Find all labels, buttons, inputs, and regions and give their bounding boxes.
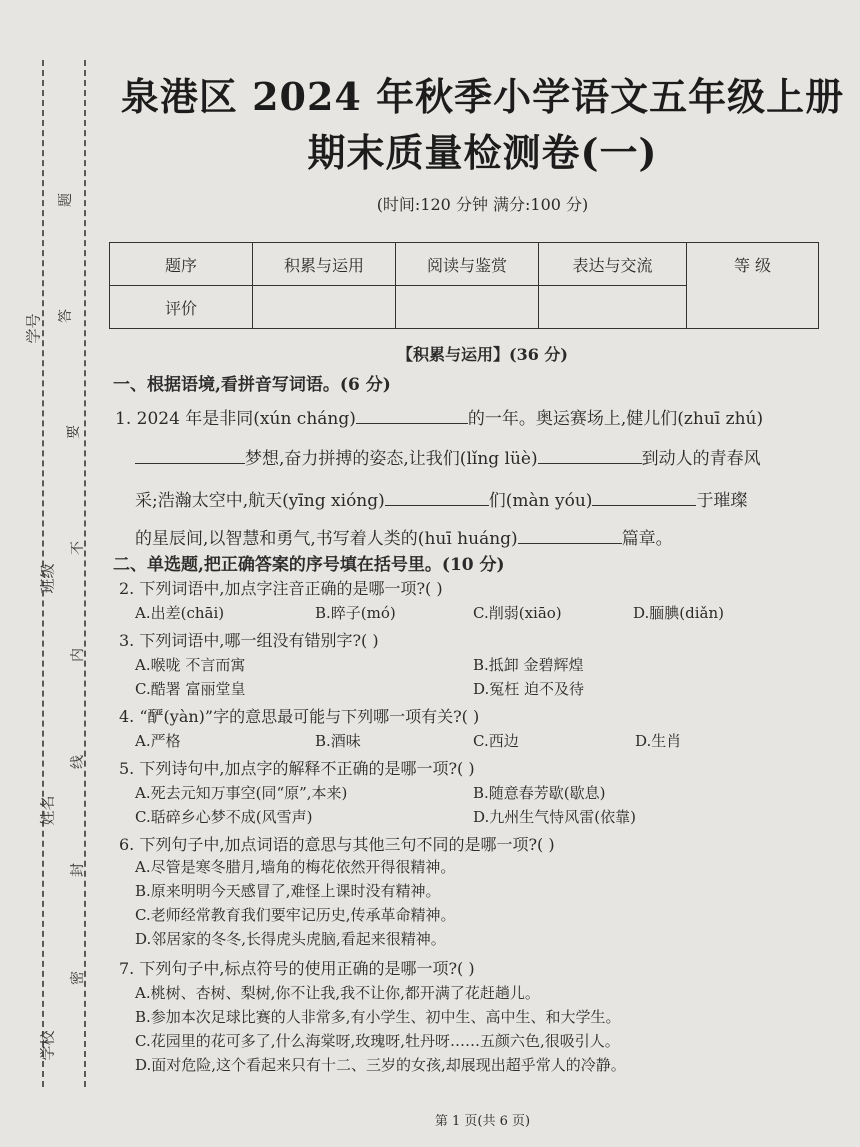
q1-text: 们(màn yóu) — [488, 491, 593, 511]
section-heading: 【积累与运用】(36 分) — [397, 345, 568, 364]
seal-char: 题 — [58, 193, 74, 207]
question-stem: 7. 下列句子中,标点符号的使用正确的是哪一项?( ) — [119, 959, 475, 978]
q1-line4 — [135, 524, 673, 549]
q1-line3 — [135, 486, 747, 511]
page-content — [105, 0, 860, 1147]
binding-dashed-line-inner — [84, 60, 86, 1087]
binding-margin — [0, 0, 105, 1147]
option[interactable]: C.聒碎乡心梦不成(风雪声) — [135, 808, 313, 826]
answer-blank[interactable] — [385, 487, 489, 506]
eval-cell-3[interactable] — [539, 286, 687, 329]
eval-cell-1[interactable] — [253, 286, 396, 329]
score-header-cell: 积累与运用 — [253, 243, 396, 286]
option[interactable]: A.出差(chāi) — [135, 604, 225, 622]
seal-char: 要 — [66, 425, 82, 439]
class-label: 班级 — [38, 563, 57, 594]
answer-blank[interactable] — [356, 405, 468, 424]
seal-char: 答 — [58, 309, 74, 323]
option[interactable]: A.死去元知万事空(同“原”,本来) — [135, 784, 348, 802]
seal-char: 内 — [70, 648, 86, 662]
option[interactable]: B.随意春芳歇(歇息) — [473, 784, 606, 802]
name-label: 姓名 — [38, 795, 57, 826]
q1-text: 的星辰间,以智慧和勇气,书写着人类的(huī huáng) — [135, 529, 518, 549]
q1-text: 梦想,奋力拼搏的姿态,让我们(lǐng lüè) — [245, 449, 538, 469]
q1-line2 — [135, 444, 761, 469]
eval-cell-2[interactable] — [396, 286, 539, 329]
q1-line1 — [115, 404, 763, 429]
school-label: 学校 — [38, 1030, 57, 1061]
seal-char: 封 — [70, 863, 86, 877]
student-id-label: 学号 — [24, 313, 43, 344]
option[interactable]: B.睟子(mó) — [315, 604, 396, 622]
page-footer: 第 1 页(共 6 页) — [434, 1114, 531, 1129]
option[interactable]: D.冤枉 迫不及待 — [473, 680, 585, 698]
seal-char: 不 — [70, 541, 86, 555]
option[interactable]: A.桃树、杏树、梨树,你不让我,我不让你,都开满了花赶趟儿。 — [135, 984, 540, 1002]
q1-text: 于璀璨 — [696, 491, 748, 511]
option[interactable]: C.削弱(xiāo) — [473, 604, 562, 622]
exam-title-line1: 泉港区 2024 年秋季小学语文五年级上册 — [120, 74, 845, 119]
answer-blank[interactable] — [592, 487, 696, 506]
eval-label-cell: 评价 — [110, 286, 253, 329]
score-table — [109, 242, 819, 329]
option[interactable]: C.酷署 富丽堂皇 — [135, 680, 246, 698]
score-header-cell: 题序 — [110, 243, 253, 286]
grade-cell[interactable]: 等 级 — [687, 243, 819, 329]
q1-text: 的一年。奥运赛场上,健儿们(zhuī zhú) — [467, 409, 764, 429]
option[interactable]: C.老师经常教育我们要牢记历史,传承革命精神。 — [135, 906, 456, 924]
option[interactable]: A.喉咙 不言而寓 — [135, 656, 246, 674]
option[interactable]: A.严格 — [135, 732, 181, 750]
score-table-header-row — [110, 243, 819, 286]
option[interactable]: C.西边 — [473, 732, 519, 750]
answer-blank[interactable] — [538, 445, 642, 464]
option[interactable]: D.面对危险,这个看起来只有十二、三岁的女孩,却展现出超乎常人的冷静。 — [135, 1056, 626, 1074]
question-stem: 5. 下列诗句中,加点字的解释不正确的是哪一项?( ) — [119, 759, 475, 778]
option[interactable]: D.生肖 — [635, 732, 682, 750]
part2-heading: 二、单选题,把正确答案的序号填在括号里。(10 分) — [113, 555, 505, 575]
option[interactable]: A.尽管是寒冬腊月,墙角的梅花依然开得很精神。 — [135, 858, 456, 876]
q1-text: 1. 2024 年是非同(xún cháng) — [115, 409, 356, 429]
part1-heading: 一、根据语境,看拼音写词语。(6 分) — [113, 375, 391, 395]
answer-blank[interactable] — [518, 525, 622, 544]
score-header-cell: 阅读与鉴赏 — [396, 243, 539, 286]
question-stem: 3. 下列词语中,哪一组没有错别字?( ) — [119, 631, 379, 650]
option[interactable]: D.腼腆(diǎn) — [633, 604, 724, 622]
answer-blank[interactable] — [135, 445, 245, 464]
seal-char: 密 — [70, 971, 86, 985]
option[interactable]: D.邻居家的冬冬,长得虎头虎脑,看起来很精神。 — [135, 930, 446, 948]
q1-text: 采;浩瀚太空中,航天(yīng xióng) — [135, 491, 385, 511]
exam-meta: (时间:120 分钟 满分:100 分) — [376, 195, 589, 214]
exam-title-line2: 期末质量检测卷(一) — [307, 130, 658, 175]
question-stem: 4. “酽(yàn)”字的意思最可能与下列哪一项有关?( ) — [119, 707, 480, 726]
question-stem: 2. 下列词语中,加点字注音正确的是哪一项?( ) — [119, 579, 443, 598]
q1-text: 到动人的青春风 — [641, 449, 761, 469]
option[interactable]: D.九州生气恃风雷(依靠) — [473, 808, 636, 826]
score-header-cell: 表达与交流 — [539, 243, 687, 286]
option[interactable]: B.酒味 — [315, 732, 361, 750]
seal-char: 线 — [70, 755, 86, 769]
option[interactable]: B.参加本次足球比赛的人非常多,有小学生、初中生、高中生、和大学生。 — [135, 1008, 621, 1026]
option[interactable]: B.原来明明今天感冒了,难怪上课时没有精神。 — [135, 882, 441, 900]
question-stem: 6. 下列句子中,加点词语的意思与其他三句不同的是哪一项?( ) — [119, 835, 555, 854]
option[interactable]: C.花园里的花可多了,什么海棠呀,玫瑰呀,牡丹呀……五颜六色,很吸引人。 — [135, 1032, 620, 1050]
q1-text: 篇章。 — [621, 529, 673, 549]
option[interactable]: B.抵卸 金碧辉煌 — [473, 656, 584, 674]
